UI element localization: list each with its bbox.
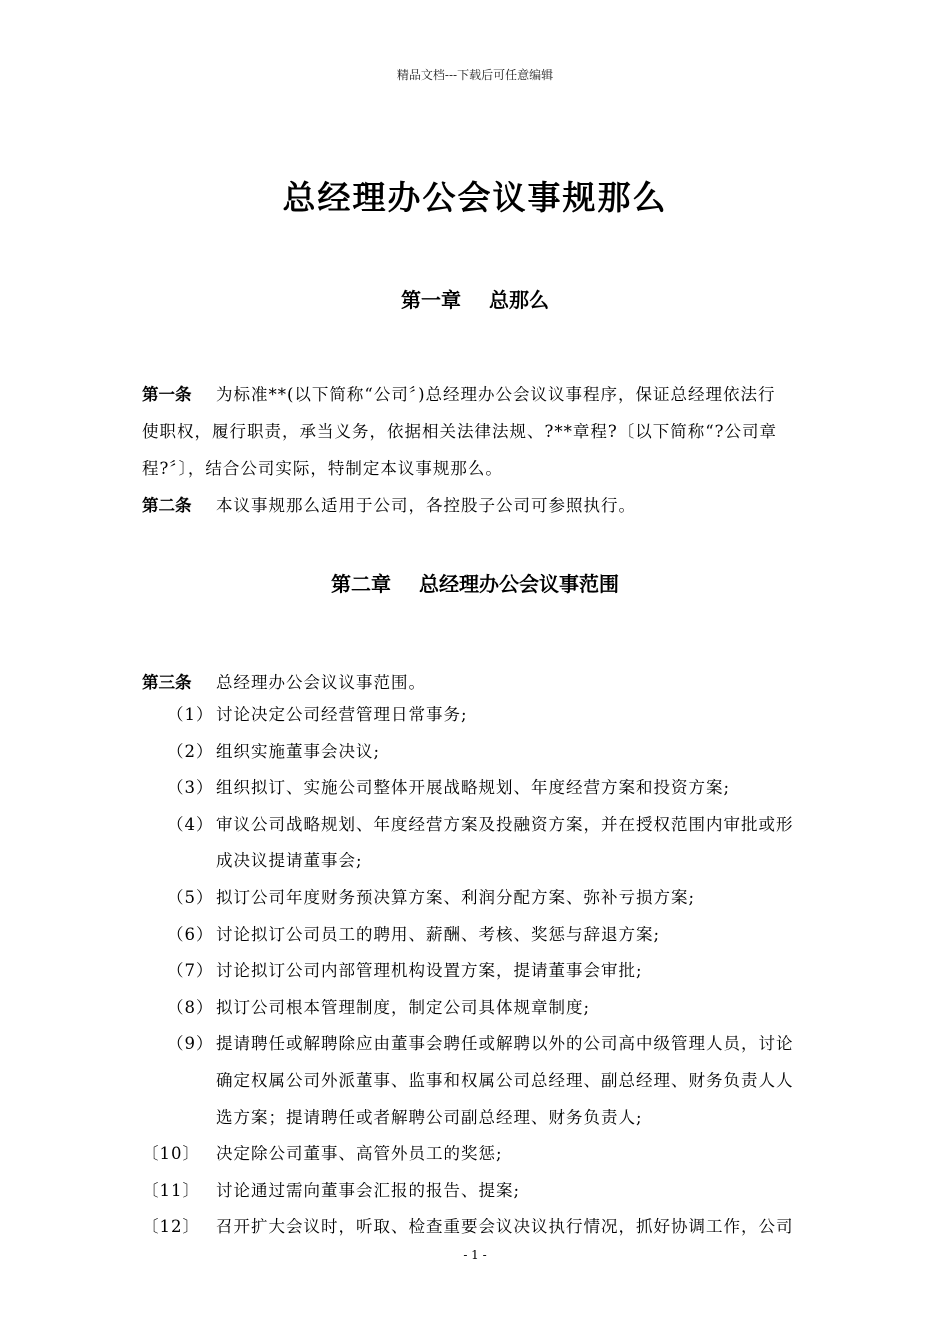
- article-2-text: 本议事规那么适用于公司，各控股子公司可参照执行。: [216, 496, 636, 515]
- list-item-text: 讨论决定公司经营管理日常事务;: [216, 705, 468, 724]
- list-item-text: 决定除公司董事、高管外员工的奖惩;: [216, 1144, 503, 1164]
- list-item: [167, 811, 862, 884]
- chapter-2-heading: [0, 568, 950, 597]
- list-item: [167, 957, 862, 994]
- list-item: [167, 1030, 862, 1140]
- list-item: [167, 738, 862, 775]
- article-1-line-3: 程?〞〕，结合公司实际，特制定本议事规那么。: [142, 459, 503, 478]
- list-item-number: （4）: [167, 814, 214, 834]
- list-item-number: （1）: [167, 705, 214, 724]
- list-item-text: 组织实施董事会决议;: [216, 741, 381, 761]
- list-item: [142, 1213, 862, 1250]
- list-item-number: （8）: [167, 997, 214, 1017]
- list-item-text: 审议公司战略规划、年度经营方案及投融资方案，并在授权范围内审批或形: [216, 814, 794, 834]
- article-3: [142, 664, 862, 701]
- list-item-text: 成决议提请董事会;: [216, 851, 363, 871]
- list-item-text: 召开扩大会议时，听取、检查重要会议决议执行情况，抓好协调工作，公司: [216, 1217, 794, 1237]
- list-item: [167, 921, 862, 958]
- list-item-text: 提请聘任或解聘除应由董事会聘任或解聘以外的公司高中级管理人员，讨论: [216, 1034, 794, 1054]
- chapter-2-name: 总经理办公会议事范围: [419, 572, 619, 596]
- list-item: [142, 1177, 862, 1214]
- chapter-1-name: 总那么: [489, 288, 549, 312]
- list-item-text: 讨论通过需向董事会汇报的报告、提案;: [216, 1180, 521, 1200]
- chapter-2-label: 第二章: [331, 572, 391, 596]
- page-header: 精品文档---下载后可任意编辑: [396, 68, 554, 82]
- list-item-text: 讨论拟订公司员工的聘用、薪酬、考核、奖惩与辞退方案;: [216, 924, 661, 944]
- article-2: [142, 487, 862, 524]
- list-item-number: （9）: [167, 1034, 214, 1054]
- article-1-line-2: 使职权，履行职责，承当义务，依据相关法律法规、?**章程?〔以下简称“?公司章: [142, 422, 777, 441]
- chapter-1-label: 第一章: [401, 288, 461, 312]
- list-item-number: 〔11〕: [142, 1180, 200, 1200]
- list-item-text: 拟订公司年度财务预决算方案、利润分配方案、弥补亏损方案;: [216, 888, 696, 907]
- list-item-number: 〔10〕: [142, 1144, 200, 1164]
- chapter-1-heading: [0, 284, 950, 313]
- article-3-text: 总经理办公会议议事范围。: [216, 673, 426, 692]
- article-1-label: 第一条: [142, 385, 192, 404]
- list-item-text: 选方案；提请聘任或者解聘公司副总经理、财务负责人;: [216, 1107, 643, 1127]
- list-item-number: （7）: [167, 961, 214, 981]
- list-item: [142, 1140, 862, 1177]
- list-item: [167, 994, 862, 1031]
- list-item-number: （2）: [167, 741, 214, 761]
- page-number: - 1 -: [463, 1248, 487, 1262]
- list-item-number: （5）: [167, 888, 214, 907]
- list-item: [167, 774, 862, 811]
- list-item: [167, 884, 862, 921]
- article-2-label: 第二条: [142, 496, 192, 515]
- article-1-line-1: 为标准**(以下简称“公司〞)总经理办公会议议事程序，保证总经理依法行: [216, 385, 776, 404]
- article-1: [142, 376, 862, 487]
- list-item-text: 讨论拟订公司内部管理机构设置方案，提请董事会审批;: [216, 961, 643, 981]
- list-item: [167, 701, 862, 738]
- list-item-text: 拟订公司根本管理制度，制定公司具体规章制度;: [216, 997, 591, 1017]
- document-title: 总经理办公会议事规那么: [282, 178, 668, 217]
- list-item-number: 〔12〕: [142, 1217, 200, 1237]
- list-item-text: 组织拟订、实施公司整体开展战略规划、年度经营方案和投资方案;: [216, 778, 731, 798]
- article-3-label: 第三条: [142, 673, 192, 692]
- list-item-text: 确定权属公司外派董事、监事和权属公司总经理、副总经理、财务负责人人: [216, 1070, 794, 1090]
- list-item-number: （3）: [167, 778, 214, 798]
- list-item-number: （6）: [167, 924, 214, 944]
